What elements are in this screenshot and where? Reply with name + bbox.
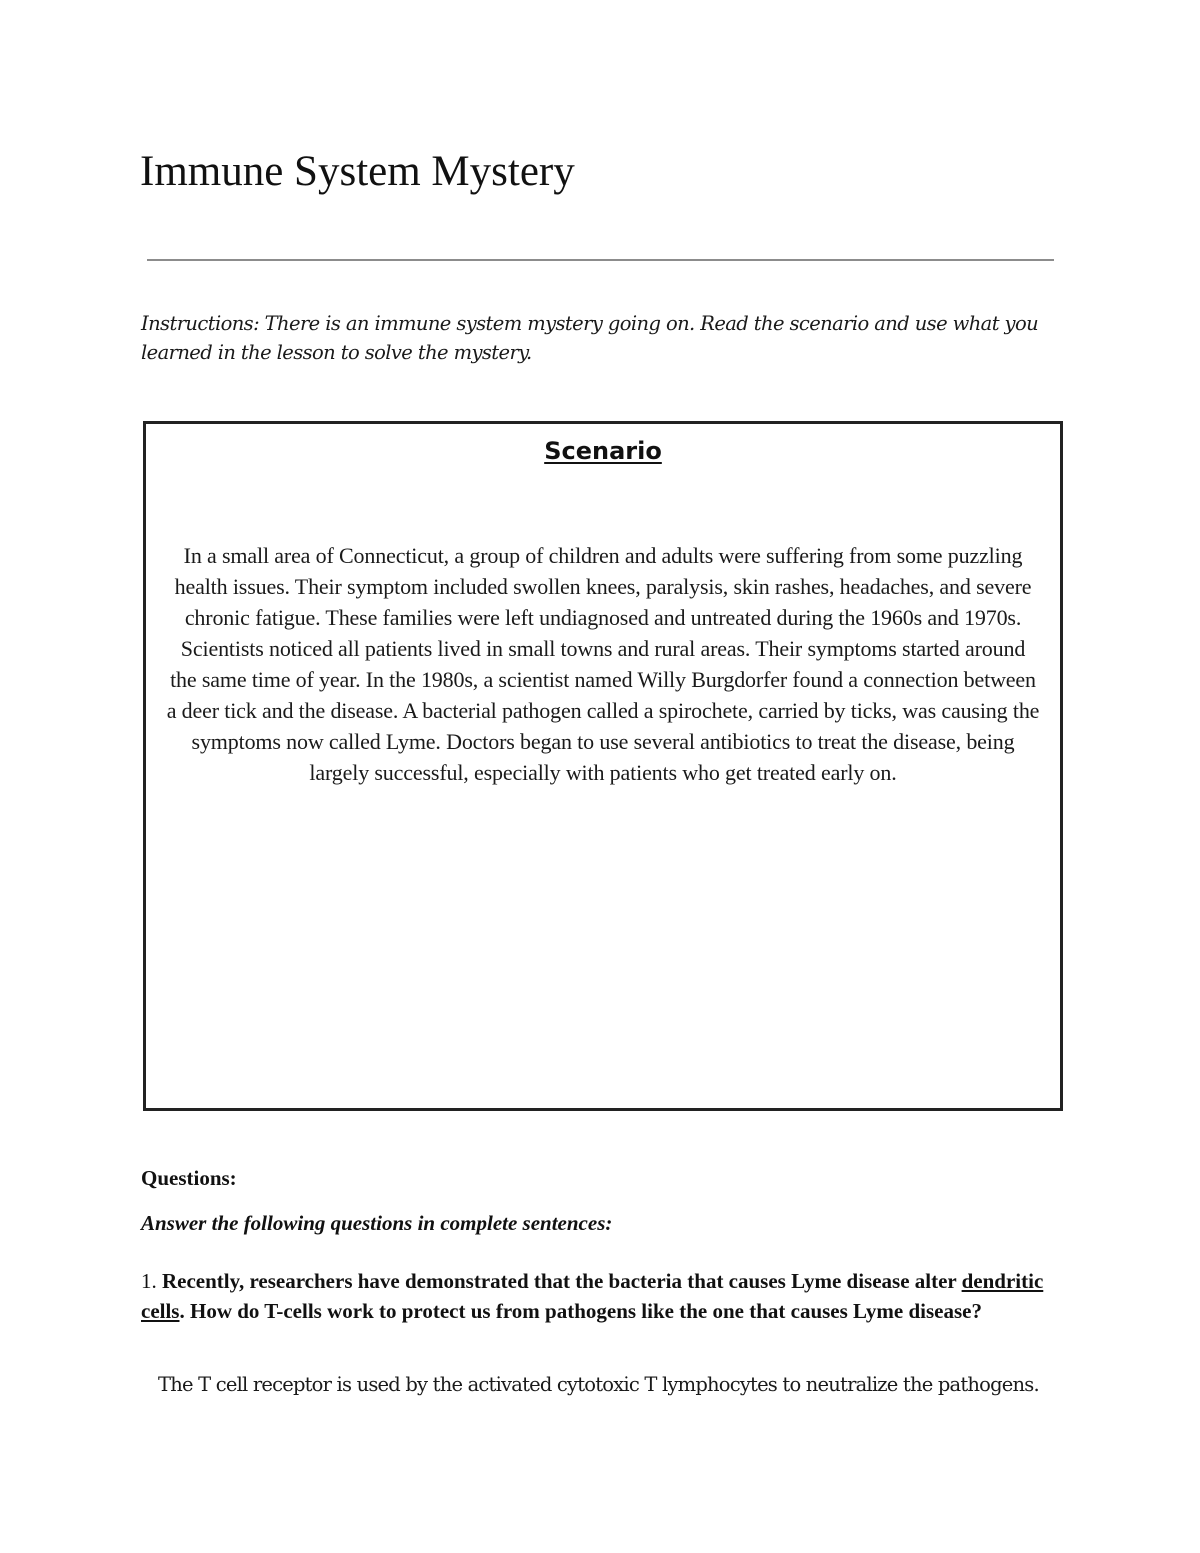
question-number: 1. [141, 1269, 157, 1293]
title-divider [147, 259, 1054, 261]
question-underlined-term: dendritic cells [141, 1269, 1044, 1323]
scenario-heading: Scenario [544, 437, 662, 465]
question-text-before: Recently, researchers have demonstrated that the bacteria that causes Lyme disease alter [156, 1269, 962, 1293]
scenario-box [143, 421, 1063, 1111]
question-text-after: . How do T-cells work to protect us from pathogens like the one that causes Lyme disease? [179, 1299, 982, 1323]
questions-directions: Answer the following questions in complete sentences: [141, 1211, 613, 1235]
page-title: Immune System Mystery [140, 148, 575, 195]
instructions-text: Instructions: There is an immune system mystery going on. Read the scenario and use what you learned in the lesson to solve the mystery. [141, 312, 1039, 364]
scenario-text: In a small area of Connecticut, a group of children and adults were suffering from some puzzling health issues. Their symptom included swollen knees, paralysis, skin rashes, headaches, and severe chronic fatigue. These families were left undiagnosed and untreated during the 1960s and 1970s. Scientists noticed all patients lived in small towns and rural areas. Their symptoms started around the same time of year. In the 1980s, a scientist named Willy Burgdorfer found a connection between a deer tick and the disease. A bacterial pathogen called a spirochete, carried by ticks, was causing the symptoms now called Lyme. Doctors began to use several antibiotics to treat the disease, being largely successful, especially with patients who get treated early on. [166, 543, 1040, 785]
question-1 [141, 1266, 1071, 1326]
answer-1[interactable]: The T cell receptor is used by the activated cytotoxic T lymphocytes to neutralize the pathogens. [158, 1373, 1039, 1396]
questions-label: Questions: [141, 1166, 237, 1190]
